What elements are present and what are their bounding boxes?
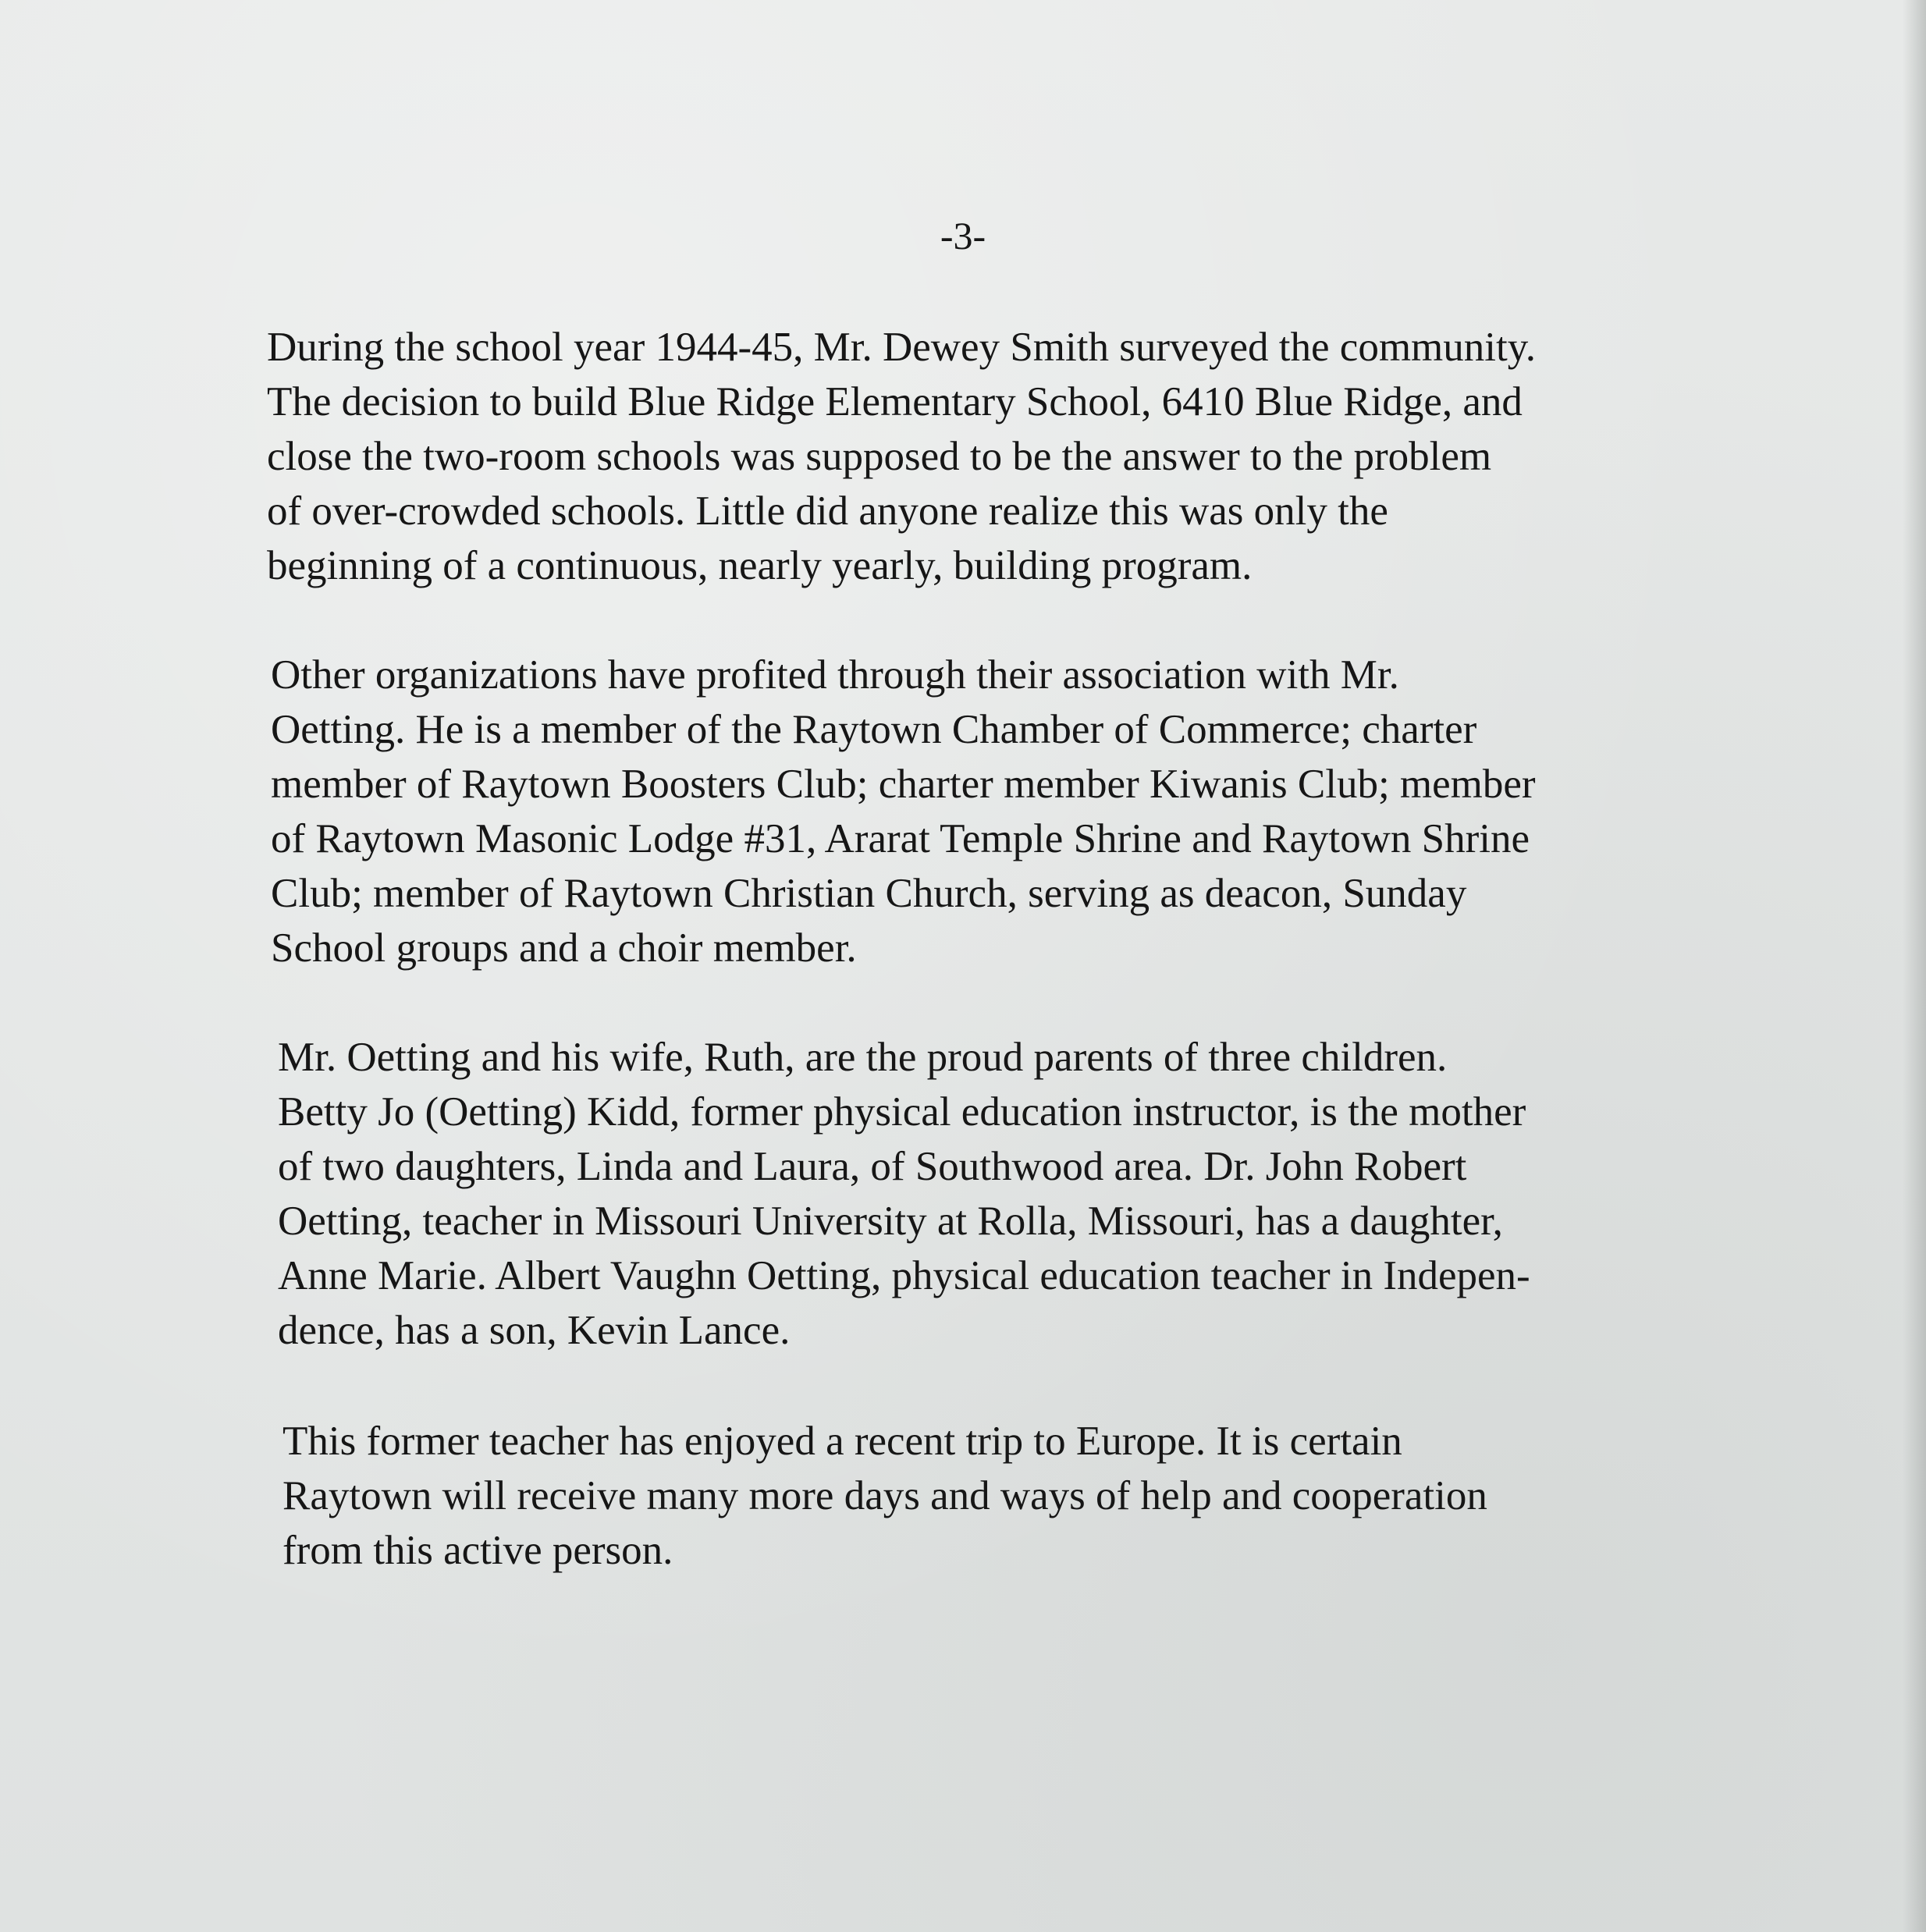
paragraph-line: from this active person. — [283, 1528, 673, 1573]
paragraph-3 — [278, 1030, 1530, 1358]
paragraph-line: Oetting. He is a member of the Raytown Chamber of Commerce; charter — [271, 707, 1477, 752]
paragraph-line: Raytown will receive many more days and ways of help and cooperation — [283, 1473, 1487, 1518]
paragraph-line: Anne Marie. Albert Vaughn Oetting, physical education teacher in Indepen- — [278, 1253, 1530, 1298]
paragraph-line: member of Raytown Boosters Club; charter member Kiwanis Club; member — [271, 762, 1536, 807]
paragraph-4 — [283, 1414, 1487, 1578]
paragraph-line: beginning of a continuous, nearly yearly, building program. — [267, 543, 1253, 588]
paragraph-line: dence, has a son, Kevin Lance. — [278, 1308, 791, 1353]
paragraph-line: Betty Jo (Oetting) Kidd, former physical education instructor, is the mother — [278, 1089, 1526, 1135]
paragraph-line: Oetting, teacher in Missouri University at Rolla, Missouri, has a daughter, — [278, 1199, 1503, 1244]
paragraph-line: Other organizations have profited through their association with Mr. — [271, 652, 1399, 698]
paragraph-line: Mr. Oetting and his wife, Ruth, are the proud parents of three children. — [278, 1035, 1448, 1080]
paragraph-line: The decision to build Blue Ridge Elementary School, 6410 Blue Ridge, and — [267, 379, 1523, 424]
paragraph-line: of Raytown Masonic Lodge #31, Ararat Temple Shrine and Raytown Shrine — [271, 816, 1530, 861]
page-number: -3- — [940, 214, 986, 257]
paragraph-line: of over-crowded schools. Little did anyone realize this was only the — [267, 488, 1388, 534]
paragraph-line: School groups and a choir member. — [271, 925, 857, 971]
paragraph-line: Club; member of Raytown Christian Church, serving as deacon, Sunday — [271, 871, 1467, 916]
paragraph-1 — [267, 320, 1536, 593]
page-edge-shadow — [1903, 0, 1926, 1932]
paragraph-line: During the school year 1944-45, Mr. Dewey Smith surveyed the community. — [267, 325, 1537, 370]
paragraph-line: of two daughters, Linda and Laura, of Southwood area. Dr. John Robert — [278, 1144, 1467, 1189]
paragraph-line: This former teacher has enjoyed a recent trip to Europe. It is certain — [283, 1419, 1402, 1464]
paragraph-2 — [271, 648, 1536, 975]
paragraph-line: close the two-room schools was supposed to be the answer to the problem — [267, 434, 1492, 479]
